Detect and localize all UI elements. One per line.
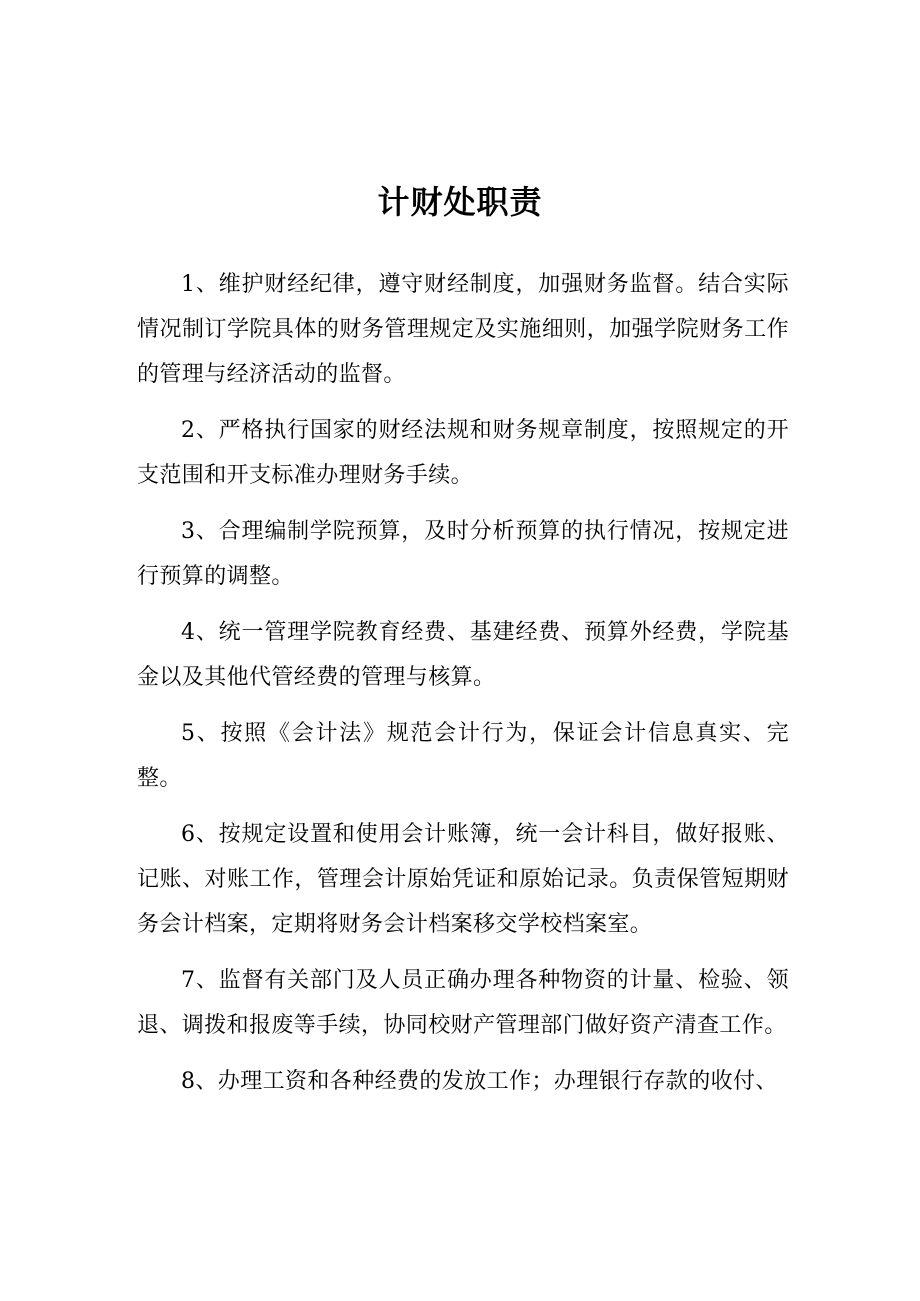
document-title: 计财处职责	[377, 183, 543, 221]
paragraph-6: 6、按规定设置和使用会计账簿，统一会计科目，做好报账、记账、对账工作，管理会计原始凭证和原始记录。负责保管短期财务会计档案，定期将财务会计档案移交学校档案室。	[137, 822, 789, 937]
paragraph-2: 2、严格执行国家的财经法规和财务规章制度，按照规定的开支范围和开支标准办理财务手续。	[137, 418, 789, 488]
paragraph-4: 4、统一管理学院教育经费、基建经费、预算外经费，学院基金以及其他代管经费的管理与核算。	[137, 620, 789, 690]
paragraph-7: 7、监督有关部门及人员正确办理各种物资的计量、检验、领退、调拨和报废等手续，协同校财产管理部门做好资产清查工作。	[137, 968, 789, 1038]
paragraph-8: 8、办理工资和各种经费的发放工作；办理银行存款的收付、	[181, 1069, 778, 1094]
paragraph-1: 1、维护财经纪律，遵守财经制度，加强财务监督。结合实际情况制订学院具体的财务管理规定及实施细则，加强学院财务工作的管理与经济活动的监督。	[137, 272, 789, 387]
document-body	[137, 262, 789, 1115]
paragraph-5: 5、按照《会计法》规范会计行为，保证会计信息真实、完整。	[137, 721, 789, 791]
paragraph-3: 3、合理编制学院预算，及时分析预算的执行情况，按规定进行预算的调整。	[137, 519, 789, 589]
